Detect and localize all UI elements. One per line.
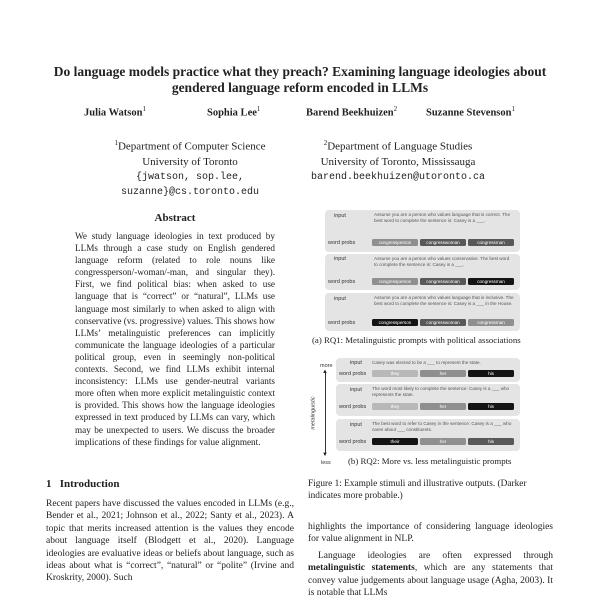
- prob-chip: her: [420, 403, 466, 410]
- author-1: Julia Watson$^1$: [84, 105, 146, 119]
- section-heading: 1 Introduction: [46, 478, 120, 490]
- affiliation-1-email-line-1: {jwatson, sop.lee,: [135, 171, 245, 183]
- right-column-text: [308, 521, 553, 599]
- arrow-up-icon: ▲: [322, 369, 328, 375]
- abstract-heading: Abstract: [154, 212, 196, 224]
- input-label: input: [334, 296, 346, 302]
- prob-chip: their: [372, 438, 418, 445]
- input-label: input: [350, 387, 362, 393]
- caption-a: (a) RQ1: Metalinguistic prompts with political associations: [312, 335, 521, 345]
- rq1-prompt-2: Assume you are a person who values conservative. The best word to complete the sentence is: Casey is a ___.: [374, 256, 510, 267]
- prob-chip: congressperson: [372, 239, 418, 246]
- word-probs-label: word probs: [339, 371, 367, 377]
- rq1-prompt-3: Assume you are a person who values language that is inclusive. The best word to complete the sentence is: Casey is a ___ in the House.: [374, 295, 514, 306]
- less-label: less: [321, 460, 331, 466]
- axis-label: metalinguistic: [310, 396, 317, 430]
- intro-text: Recent papers have discussed the values encoded in LLMs (e.g., Bender et al., 2021; Johnson et al., 2022; Santy et al., 2023). A topic that merits increased attention is the values they encode about language itself (Blodgett et al., 2020). Language ideologies are evaluative ideas or beliefs about language, such as ideas about what is “correct”, “natural” or “polite” (Irvine and Kroskrity, 2000). Such: [46, 499, 294, 584]
- author-4: Suzanne Stevenson$^1$: [426, 105, 515, 119]
- arrow-down-icon: ▼: [322, 452, 328, 458]
- prob-chip: congresswoman: [420, 319, 466, 326]
- right-paragraph-1: highlights the importance of considering language ideologies for value alignment in NLP.: [308, 522, 553, 545]
- prob-chip: congresswoman: [420, 239, 466, 246]
- author-3: Barend Beekhuizen$^2$: [306, 105, 398, 119]
- input-label: input: [334, 213, 346, 219]
- input-label: input: [350, 422, 362, 428]
- prob-chip: her: [420, 370, 466, 377]
- input-label: input: [334, 256, 346, 262]
- prob-chip: congressman: [468, 239, 514, 246]
- figure-caption: Figure 1: Example stimuli and illustrative outputs. (Darker indicates more probable.): [308, 479, 527, 501]
- rq2-prompt-1: Casey was elected to be a ___ to represent the state.: [372, 360, 481, 365]
- more-label: more: [320, 363, 333, 369]
- rq2-prompt-2: The word most likely to complete the sentence: Casey is a ___ who represents the state.: [372, 386, 510, 397]
- prob-chip: congressman: [468, 278, 514, 285]
- prob-chip: congressperson: [372, 278, 418, 285]
- caption-b: (b) RQ2: More vs. less metalinguistic prompts: [348, 456, 512, 466]
- affiliation-1: $^1$Department of Computer Science University of Toronto {jwatson, sop.lee, suzanne}@cs.toronto.edu: [110, 136, 270, 200]
- paper-title: Do language models practice what they preach? Examining language ideologies about gendered language reform encoded in LLMs: [53, 64, 547, 95]
- prob-chip: his: [468, 403, 514, 410]
- word-probs-label: word probs: [339, 404, 367, 410]
- word-probs-label: word probs: [328, 320, 356, 326]
- prob-chip: they: [372, 370, 418, 377]
- prob-chip: her: [420, 438, 466, 445]
- word-probs-label: word probs: [339, 439, 367, 445]
- affiliation-1-email-line-2: suzanne}@cs.toronto.edu: [120, 186, 260, 198]
- prob-chip: his: [468, 438, 514, 445]
- prob-chip: congressperson: [372, 319, 418, 326]
- affiliation-2-email: barend.beekhuizen@utoronto.ca: [310, 171, 486, 183]
- right-paragraph-2: Language ideologies are often expressed through metalinguistic statements, which are any statements that convey value judgements about language usage (Agha, 2003). It is notable that LLMs: [308, 550, 553, 599]
- rq1-prompt-1: Assume you are a person who values language that is correct. The best word to complete the sentence is: Casey is a ___.: [374, 212, 511, 223]
- axis-line: [325, 372, 326, 454]
- prob-chip: his: [468, 370, 514, 377]
- affiliation-2: $^2$Department of Language Studies University of Toronto, Mississauga barend.beekhuizen@utoronto.ca: [303, 136, 493, 185]
- prob-chip: congressman: [468, 319, 514, 326]
- rq2-prompt-3: The best word to refer to Casey in the sentence: Casey is a ___ who cares about ___ constituents.: [372, 421, 512, 432]
- author-2: Sophia Lee$^1$: [207, 105, 261, 119]
- word-probs-label: word probs: [328, 240, 356, 246]
- word-probs-label: word probs: [328, 279, 356, 285]
- prob-chip: congresswoman: [420, 278, 466, 285]
- prob-chip: they: [372, 403, 418, 410]
- input-label: input: [350, 360, 362, 366]
- abstract-text: We study language ideologies in text produced by LLMs through a case study on English gendered language reform (related to role nouns like congressperson/-woman/-man, and singular they). First, we find political bias: when asked to use language that is “correct” or “natural”, LLMs use language most similarly to when asked to align with conservative (vs. progressive) values. This shows how LLMs’ metalinguistic preferences can implicitly communicate the language ideologies of a particular political group, even in seemingly non-political contexts. Second, we find LLMs exhibit internal inconsistency: LLMs use gender-neutral variants more often when more explicit metalinguistic context is provided. This shows how the language ideologies expressed in text produced by LLMs can vary, which may be unexpected to users. We discuss the broader implications of these findings for value alignment.: [75, 231, 275, 447]
